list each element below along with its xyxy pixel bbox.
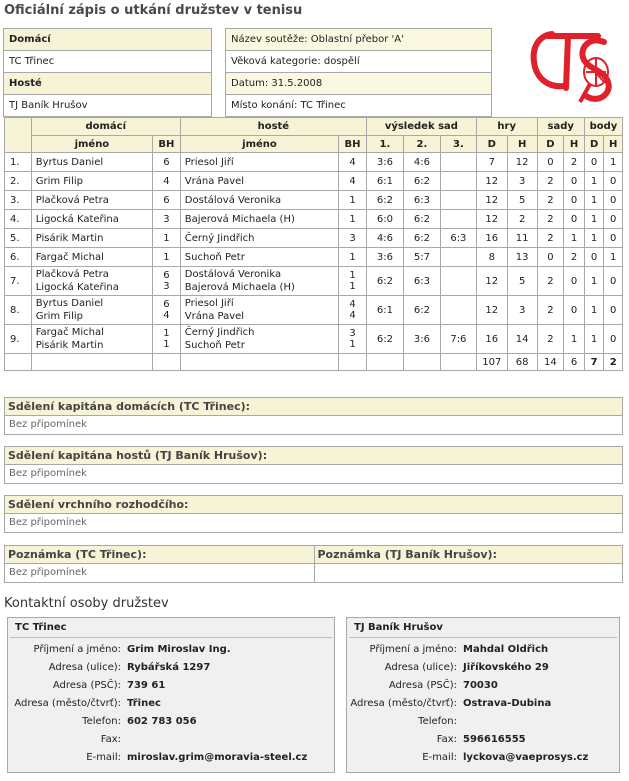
home-player-line: Plačková Petra — [35, 269, 109, 280]
games-h: 5 — [507, 267, 537, 296]
home-captain-title: Sdělení kapitána domácích (TC Třinec): — [5, 398, 622, 416]
guest-player-line: Dostálová Veronika — [184, 194, 282, 206]
guest-bh — [339, 248, 367, 267]
match-meta-box — [225, 28, 492, 117]
games-h: 14 — [507, 325, 537, 354]
match-number: 6. — [5, 248, 32, 267]
home-player — [31, 172, 152, 191]
guest-player — [180, 325, 338, 354]
sets-h-header: H — [564, 136, 585, 153]
games-d: 16 — [476, 325, 507, 354]
guest-player-line: Bajerová Michaela (H) — [184, 282, 295, 293]
home-bh-line: 1 — [163, 251, 170, 263]
table-row — [5, 296, 623, 325]
note-guest-text — [315, 564, 623, 582]
points-h: 1 — [604, 248, 623, 267]
guest-player — [180, 191, 338, 210]
points-h: 0 — [604, 210, 623, 229]
guest-bh — [339, 153, 367, 172]
home-player-line: Ligocká Kateřina — [35, 282, 119, 293]
match-number: 1. — [5, 153, 32, 172]
total-sets-d: 14 — [537, 354, 564, 371]
points-h-header: H — [604, 136, 623, 153]
set-score-s1: 6:0 — [366, 210, 403, 229]
table-row — [5, 325, 623, 354]
age-category: Věková kategorie: dospělí — [226, 51, 492, 73]
contact-label: Adresa (PSČ): — [52, 680, 121, 691]
contact-value: Třinec — [127, 698, 161, 709]
note-home — [5, 546, 314, 582]
games-h: 3 — [507, 296, 537, 325]
contact-row — [347, 659, 619, 677]
contact-row — [8, 659, 334, 677]
home-player-line: Byrtus Daniel — [35, 156, 104, 168]
set-score-s3 — [440, 172, 476, 191]
total-games-h: 68 — [507, 354, 537, 371]
contact-row — [8, 695, 334, 713]
points-h: 0 — [604, 191, 623, 210]
guest-player-line: Priesol Jiří — [184, 156, 234, 168]
home-bh — [153, 229, 181, 248]
totals-empty — [403, 354, 440, 371]
guest-player — [180, 153, 338, 172]
contact-label: Adresa (ulice): — [48, 662, 121, 673]
points-d: 1 — [584, 210, 604, 229]
games-d: 12 — [476, 210, 507, 229]
guest-bh — [339, 210, 367, 229]
away-contact-panel — [346, 617, 620, 773]
match-venue: Místo konání: TC Třinec — [226, 95, 492, 117]
home-captain-message — [4, 397, 623, 435]
set-score-s1: 3:6 — [366, 248, 403, 267]
home-player — [31, 325, 152, 354]
games-h: 2 — [507, 210, 537, 229]
set-score-s2: 6:3 — [403, 267, 440, 296]
guest-bh-header: BH — [339, 136, 367, 153]
contact-value: 739 61 — [127, 680, 166, 691]
games-d: 7 — [476, 153, 507, 172]
games-h: 3 — [507, 172, 537, 191]
match-number: 3. — [5, 191, 32, 210]
contact-label: Příjmení a jméno: — [369, 644, 457, 655]
home-bh-header: BH — [153, 136, 181, 153]
home-bh — [153, 325, 181, 354]
contact-label: Příjmení a jméno: — [33, 644, 121, 655]
points-d: 1 — [584, 229, 604, 248]
guest-bh-line: 4 — [349, 310, 356, 321]
sets-header: sady — [537, 118, 584, 136]
guest-player-line: Suchoň Petr — [184, 251, 245, 263]
guest-bh-line: 4 — [349, 299, 356, 310]
home-player-line: Pisárik Martin — [35, 340, 104, 351]
home-bh-line: 3 — [163, 281, 170, 292]
sets-d: 2 — [537, 191, 564, 210]
games-d: 8 — [476, 248, 507, 267]
guest-bh-line: 1 — [349, 251, 356, 263]
referee-title: Sdělení vrchního rozhodčího: — [5, 496, 622, 514]
club-logo — [528, 26, 618, 108]
guest-captain-text: Bez připomínek — [9, 468, 87, 479]
table-row — [5, 248, 623, 267]
points-h: 0 — [604, 229, 623, 248]
home-player — [31, 296, 152, 325]
set-score-s2: 6:2 — [403, 210, 440, 229]
contact-label: E-mail: — [86, 752, 121, 763]
guests-header: hosté — [180, 118, 366, 136]
contact-value: Jiříkovského 29 — [463, 662, 549, 673]
guest-player-line: Suchoň Petr — [184, 340, 245, 351]
points-h: 0 — [604, 267, 623, 296]
contact-value: Mahdal Oldřich — [463, 644, 549, 655]
games-d: 12 — [476, 267, 507, 296]
games-d: 12 — [476, 172, 507, 191]
sets-h: 0 — [564, 172, 585, 191]
games-h-header: H — [507, 136, 537, 153]
contact-value: miroslav.grim@moravia-steel.cz — [127, 752, 308, 763]
table-row — [5, 191, 623, 210]
points-d: 0 — [584, 153, 604, 172]
sets-d: 2 — [537, 210, 564, 229]
points-d: 1 — [584, 191, 604, 210]
guest-player-line: Dostálová Veronika — [184, 269, 282, 280]
home-label: Domácí — [4, 29, 212, 51]
match-number: 8. — [5, 296, 32, 325]
row-number-header — [5, 118, 32, 153]
sets-result-header: výsledek sad — [366, 118, 476, 136]
home-player — [31, 191, 152, 210]
contact-value: lyckova@vaeprosys.cz — [463, 752, 589, 763]
games-d: 16 — [476, 229, 507, 248]
guest-bh — [339, 325, 367, 354]
home-bh — [153, 267, 181, 296]
home-player — [31, 267, 152, 296]
match-number: 4. — [5, 210, 32, 229]
home-captain-text: Bez připomínek — [9, 419, 87, 430]
home-player — [31, 229, 152, 248]
home-bh-line: 6 — [163, 270, 170, 281]
set-score-s1: 6:1 — [366, 172, 403, 191]
contact-label: Telefon: — [418, 716, 457, 727]
set-score-s1: 6:2 — [366, 267, 403, 296]
contact-label: E-mail: — [422, 752, 457, 763]
contact-row — [347, 731, 619, 749]
set-score-s2: 6:2 — [403, 172, 440, 191]
points-h: 0 — [604, 172, 623, 191]
note-guest — [314, 546, 623, 582]
table-row — [5, 153, 623, 172]
contact-row — [347, 695, 619, 713]
home-player — [31, 248, 152, 267]
contacts-title: Kontaktní osoby družstev — [4, 596, 169, 611]
home-contact-panel — [7, 617, 335, 773]
home-bh-line: 6 — [163, 194, 170, 206]
contact-value: Ostrava-Dubina — [463, 698, 552, 709]
total-games-d: 107 — [476, 354, 507, 371]
set-score-s2: 5:7 — [403, 248, 440, 267]
sets-d: 2 — [537, 325, 564, 354]
note-home-text: Bez připomínek — [9, 567, 87, 578]
guest-player — [180, 229, 338, 248]
match-number: 5. — [5, 229, 32, 248]
sets-h: 2 — [564, 248, 585, 267]
home-bh-line: 6 — [163, 156, 170, 168]
contact-row — [8, 713, 334, 731]
totals-empty — [180, 354, 338, 371]
set-score-s2: 6:3 — [403, 191, 440, 210]
home-player-line: Grim Filip — [35, 311, 83, 322]
home-header: domácí — [31, 118, 180, 136]
referee-message — [4, 495, 623, 533]
sets-d: 2 — [537, 267, 564, 296]
home-bh-line: 1 — [163, 328, 170, 339]
home-player-line: Fargač Michal — [35, 327, 104, 338]
set-score-s1: 6:1 — [366, 296, 403, 325]
table-row — [5, 267, 623, 296]
home-player-line: Fargač Michal — [35, 251, 104, 263]
points-h: 0 — [604, 325, 623, 354]
match-date: Datum: 31.5.2008 — [226, 73, 492, 95]
match-number: 9. — [5, 325, 32, 354]
note-home-title: Poznámka (TC Třinec): — [5, 546, 314, 564]
table-row — [5, 210, 623, 229]
sets-d: 2 — [537, 229, 564, 248]
home-bh-line: 4 — [163, 175, 170, 187]
set-score-s3: 6:3 — [440, 229, 476, 248]
away-contact-team: TJ Baník Hrušov — [349, 618, 617, 638]
guest-bh — [339, 191, 367, 210]
guest-player-line: Černý Jindřich — [184, 232, 255, 244]
home-bh — [153, 296, 181, 325]
guest-player — [180, 296, 338, 325]
guest-label: Hosté — [4, 73, 212, 95]
home-bh-line: 3 — [163, 213, 170, 225]
guest-bh — [339, 267, 367, 296]
guest-player-line: Černý Jindřich — [184, 327, 255, 338]
guest-bh — [339, 172, 367, 191]
set-score-s3 — [440, 248, 476, 267]
set-score-s3 — [440, 267, 476, 296]
guest-player — [180, 248, 338, 267]
contact-value: Grim Miroslav Ing. — [127, 644, 231, 655]
sets-h: 0 — [564, 267, 585, 296]
contact-value: 596616555 — [463, 734, 526, 745]
sets-d: 2 — [537, 172, 564, 191]
totals-row — [5, 354, 623, 371]
guest-bh-line: 3 — [349, 232, 356, 244]
home-player-line: Byrtus Daniel — [35, 298, 104, 309]
set-score-s2: 4:6 — [403, 153, 440, 172]
games-d-header: D — [476, 136, 507, 153]
sets-h: 0 — [564, 296, 585, 325]
totals-empty — [339, 354, 367, 371]
home-player — [31, 153, 152, 172]
guest-player-line: Priesol Jiří — [184, 298, 234, 309]
guest-captain-message — [4, 446, 623, 484]
games-d: 12 — [476, 296, 507, 325]
total-points-h: 2 — [604, 354, 623, 371]
set-score-s3 — [440, 191, 476, 210]
home-bh-line: 4 — [163, 310, 170, 321]
guest-bh-line: 3 — [349, 328, 356, 339]
contact-label: Adresa (město/čtvrť): — [14, 698, 121, 709]
home-player-line: Ligocká Kateřina — [35, 213, 119, 225]
contact-value: 70030 — [463, 680, 498, 691]
contact-value: Rybářská 1297 — [127, 662, 211, 673]
note-guest-title: Poznámka (TJ Baník Hrušov): — [315, 546, 623, 564]
guest-player — [180, 210, 338, 229]
contact-row — [8, 731, 334, 749]
sets-h: 1 — [564, 325, 585, 354]
results-table — [4, 117, 623, 371]
total-sets-h: 6 — [564, 354, 585, 371]
match-number: 7. — [5, 267, 32, 296]
sets-h: 1 — [564, 229, 585, 248]
competition-name: Název soutěže: Oblastní přebor 'A' — [226, 29, 492, 51]
home-player — [31, 210, 152, 229]
points-d: 1 — [584, 325, 604, 354]
sets-h: 0 — [564, 210, 585, 229]
home-contact-team: TC Třinec — [10, 618, 332, 638]
set-score-s1: 6:2 — [366, 325, 403, 354]
home-bh-line: 1 — [163, 339, 170, 350]
games-h: 13 — [507, 248, 537, 267]
totals-empty — [5, 354, 32, 371]
sets-d: 0 — [537, 248, 564, 267]
set3-header: 3. — [440, 136, 476, 153]
set-score-s2: 3:6 — [403, 325, 440, 354]
contact-label: Adresa (PSČ): — [388, 680, 457, 691]
games-h: 5 — [507, 191, 537, 210]
table-row — [5, 229, 623, 248]
guest-player-line: Bajerová Michaela (H) — [184, 213, 295, 225]
home-bh-line: 6 — [163, 299, 170, 310]
set-score-s3 — [440, 153, 476, 172]
games-header: hry — [476, 118, 537, 136]
totals-empty — [31, 354, 152, 371]
set-score-s2: 6:2 — [403, 296, 440, 325]
notes-box — [4, 545, 623, 583]
set-score-s3: 7:6 — [440, 325, 476, 354]
totals-empty — [366, 354, 403, 371]
guest-player — [180, 172, 338, 191]
guest-bh-line: 1 — [349, 270, 356, 281]
home-bh-line: 1 — [163, 232, 170, 244]
home-player-line: Pisárik Martin — [35, 232, 104, 244]
points-d: 1 — [584, 296, 604, 325]
contact-row — [347, 749, 619, 767]
guest-bh-line: 4 — [349, 156, 356, 168]
set-score-s1: 3:6 — [366, 153, 403, 172]
guest-player-line: Vrána Pavel — [184, 311, 245, 322]
set-score-s3 — [440, 296, 476, 325]
guest-name-header: jméno — [180, 136, 338, 153]
home-bh — [153, 210, 181, 229]
guest-bh — [339, 296, 367, 325]
contact-row — [8, 749, 334, 767]
points-h: 1 — [604, 153, 623, 172]
home-bh — [153, 248, 181, 267]
contact-label: Adresa (ulice): — [384, 662, 457, 673]
guest-bh-line: 4 — [349, 175, 356, 187]
guest-bh-line: 1 — [349, 213, 356, 225]
guest-player-line: Vrána Pavel — [184, 175, 245, 187]
contact-row — [347, 677, 619, 695]
guest-captain-title: Sdělení kapitána hostů (TJ Baník Hrušov): — [5, 447, 622, 465]
match-number: 2. — [5, 172, 32, 191]
set-score-s3 — [440, 210, 476, 229]
guest-bh-line: 1 — [349, 194, 356, 206]
contact-label: Telefon: — [82, 716, 121, 727]
sets-d-header: D — [537, 136, 564, 153]
home-bh — [153, 191, 181, 210]
totals-empty — [153, 354, 181, 371]
home-player-line: Grim Filip — [35, 175, 83, 187]
contact-row — [347, 713, 619, 731]
points-d: 1 — [584, 267, 604, 296]
contact-value: 602 783 056 — [127, 716, 197, 727]
set-score-s1: 4:6 — [366, 229, 403, 248]
home-team: TC Třinec — [4, 51, 212, 73]
guest-bh — [339, 229, 367, 248]
set-score-s2: 6:2 — [403, 229, 440, 248]
contact-row — [347, 641, 619, 659]
contact-row — [8, 677, 334, 695]
guest-bh-line: 1 — [349, 339, 356, 350]
games-h: 12 — [507, 153, 537, 172]
guest-player — [180, 267, 338, 296]
set-score-s1: 6:2 — [366, 191, 403, 210]
guest-bh-line: 1 — [349, 281, 356, 292]
home-name-header: jméno — [31, 136, 152, 153]
contact-label: Fax: — [100, 734, 121, 745]
home-bh — [153, 172, 181, 191]
sets-h: 2 — [564, 153, 585, 172]
set1-header: 1. — [366, 136, 403, 153]
home-player-line: Plačková Petra — [35, 194, 109, 206]
points-d: 0 — [584, 248, 604, 267]
points-h: 0 — [604, 296, 623, 325]
total-points-d: 7 — [584, 354, 604, 371]
table-row — [5, 172, 623, 191]
contact-label: Fax: — [436, 734, 457, 745]
sets-h: 0 — [564, 191, 585, 210]
points-d: 1 — [584, 172, 604, 191]
teams-box — [3, 28, 212, 117]
referee-text: Bez připomínek — [9, 517, 87, 528]
sets-d: 2 — [537, 296, 564, 325]
set2-header: 2. — [403, 136, 440, 153]
guest-team: TJ Baník Hrušov — [4, 95, 212, 117]
contact-row — [8, 641, 334, 659]
totals-empty — [440, 354, 476, 371]
points-d-header: D — [584, 136, 604, 153]
contact-label: Adresa (město/čtvrť): — [350, 698, 457, 709]
games-h: 11 — [507, 229, 537, 248]
games-d: 12 — [476, 191, 507, 210]
page-title: Oficiální zápis o utkání družstev v tenisu — [4, 3, 303, 18]
points-header: body — [584, 118, 622, 136]
home-bh — [153, 153, 181, 172]
sets-d: 0 — [537, 153, 564, 172]
